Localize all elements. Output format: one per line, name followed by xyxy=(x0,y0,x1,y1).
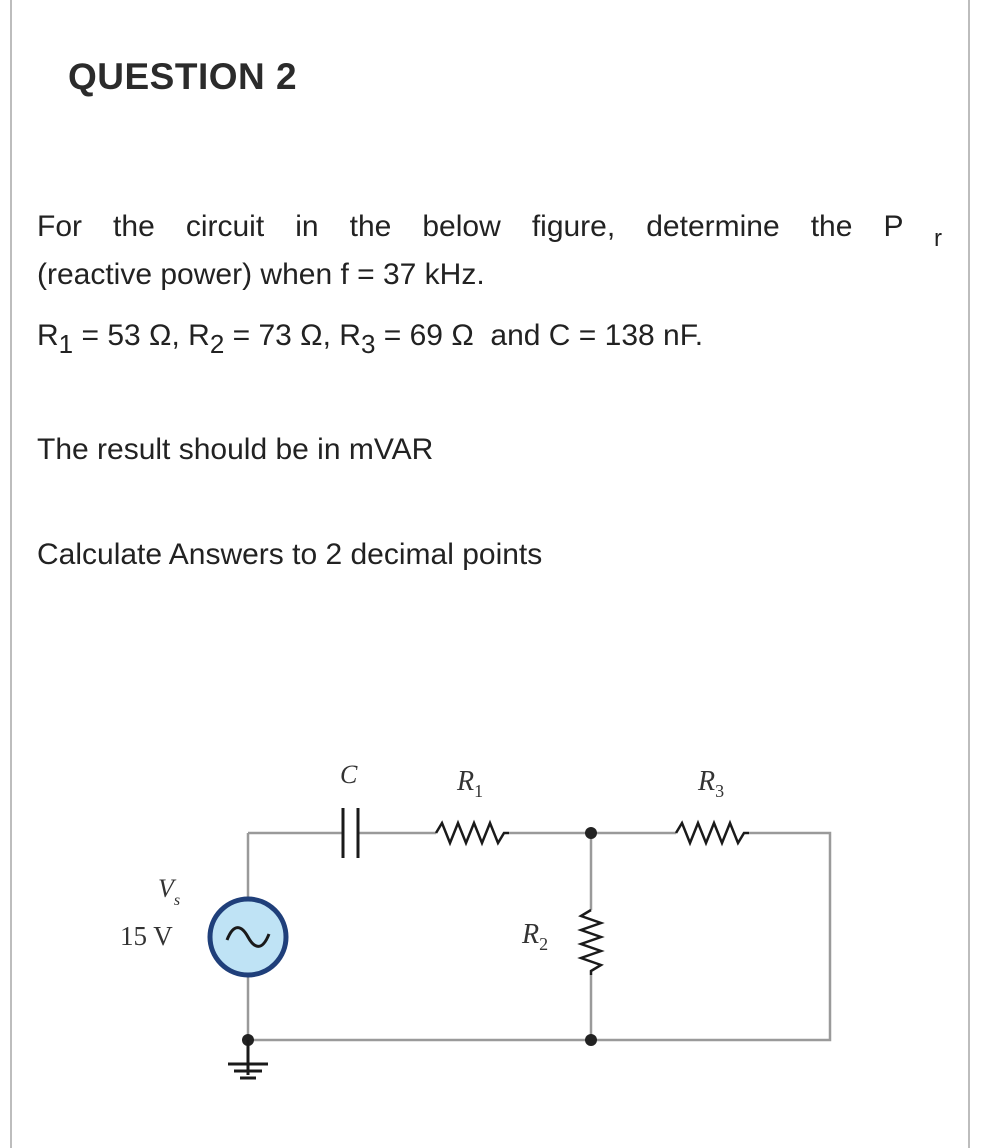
problem-statement-line2: (reactive power) when f = 37 kHz. xyxy=(37,258,485,291)
r3-subscript: 3 xyxy=(360,329,376,359)
r1-subscript: 1 xyxy=(58,329,74,359)
r1-circuit-label: $R_1$ xyxy=(457,766,484,801)
problem-statement-text: For the circuit in the below figure, determine the P xyxy=(37,210,903,243)
source-label: $V_s$ xyxy=(158,874,181,909)
circuit-diagram xyxy=(100,750,860,1090)
r2-subscript: 2 xyxy=(209,329,225,359)
resistor-r1-symbol xyxy=(436,823,509,843)
r3-circuit-label: $R_3$ xyxy=(698,766,725,801)
result-unit-instruction: The result should be in mVAR xyxy=(37,433,434,466)
r1-value: = 53 Ω, xyxy=(73,319,189,352)
node-dot-top xyxy=(585,827,597,839)
ground-symbol xyxy=(228,1040,268,1078)
r2-label: R xyxy=(188,319,210,352)
problem-statement-line1 xyxy=(37,203,942,251)
node-dot-bottom xyxy=(585,1034,597,1046)
capacitor-label: C xyxy=(340,760,358,789)
component-values xyxy=(37,312,942,360)
question-title: QUESTION 2 xyxy=(68,56,298,97)
reactive-power-subscript: r xyxy=(934,225,942,252)
r2-value: = 73 Ω, xyxy=(224,319,340,352)
precision-instruction: Calculate Answers to 2 decimal points xyxy=(37,538,543,571)
r1-label: R xyxy=(37,319,59,352)
source-value: 15 V xyxy=(120,921,173,951)
r3-label: R xyxy=(339,319,361,352)
r3-and-c-value: = 69 Ω and C = 138 nF. xyxy=(375,319,704,352)
voltage-source-symbol xyxy=(210,899,286,975)
capacitor-symbol xyxy=(343,808,358,858)
resistor-r3-symbol xyxy=(676,823,749,843)
r2-circuit-label: $R_2$ xyxy=(522,919,549,954)
resistor-r2-symbol xyxy=(581,910,601,975)
